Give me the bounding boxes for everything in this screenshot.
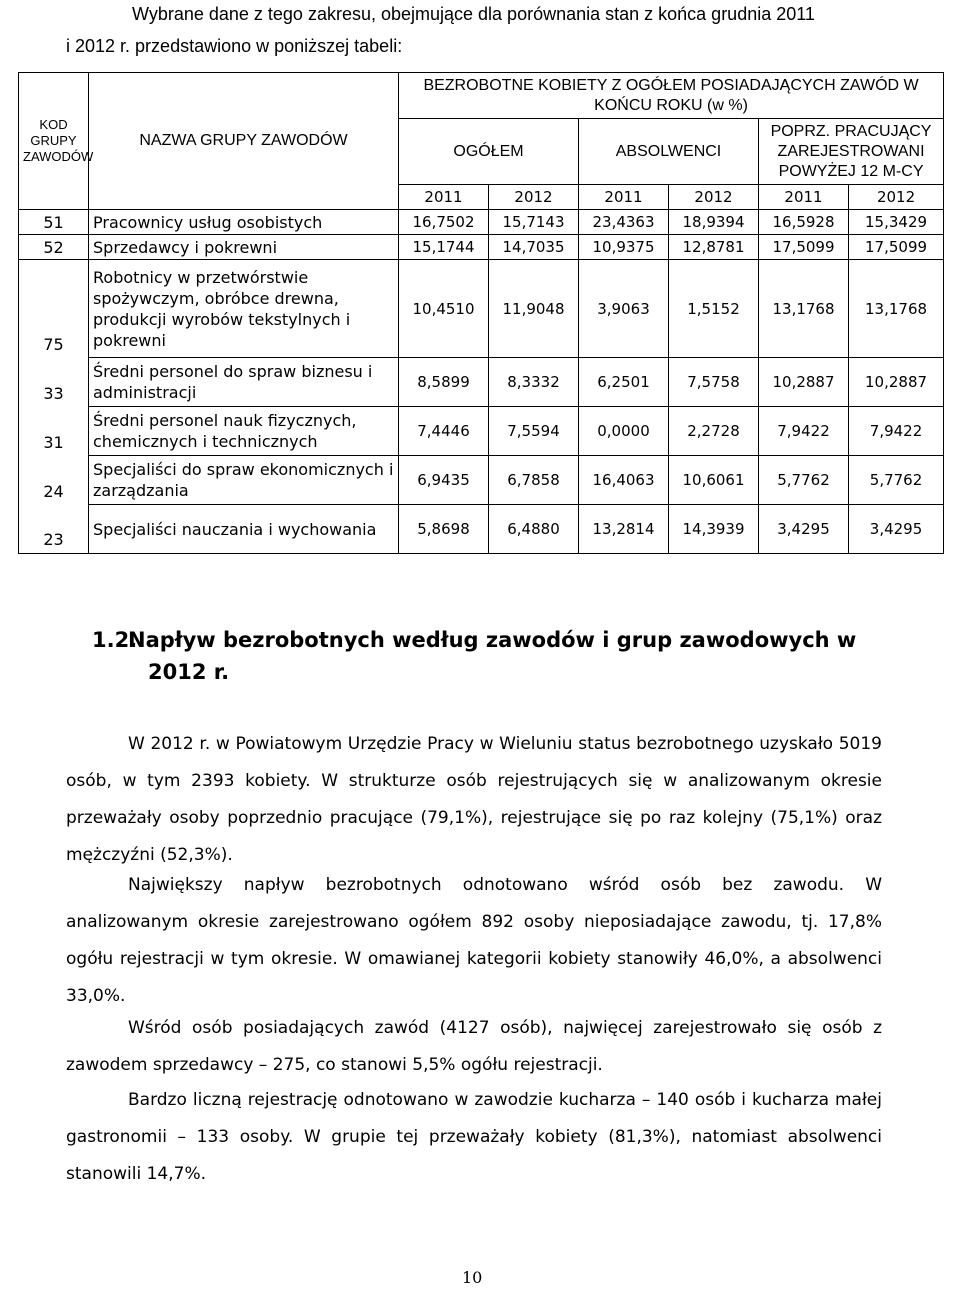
- intro-line-2: i 2012 r. przedstawiono w poniższej tabeli:: [66, 36, 403, 56]
- row-value: 7,9422: [849, 407, 944, 456]
- paragraph-text: Wśród osób posiadających zawód (4127 osób), najwięcej zarejestrowało się osób z zawodem sprzedawcy – 275, co stanowi 5,5% ogółu rejestracji.: [66, 1018, 882, 1075]
- row-value: 17,5099: [759, 235, 849, 260]
- row-name: Średni personel do spraw biznesu i administracji: [89, 358, 399, 407]
- row-name: Średni personel nauk fizycznych, chemicznych i technicznych: [89, 407, 399, 456]
- paragraph-text: Bardzo liczną rejestrację odnotowano w zawodzie kucharza – 140 osób i kucharza małej gastronomii – 133 osoby. W grupie tej przeważały kobiety (81,3%), natomiast absolwenci stanowili 14,7%.: [66, 1090, 882, 1184]
- paragraph-text: W 2012 r. w Powiatowym Urzędzie Pracy w Wieluniu status bezrobotnego uzyskało 5019 osób, w tym 2393 kobiety. W strukturze osób rejestrujących się w analizowanym okresie przeważały osoby poprzednio pracujące (79,1%), rejestrujące się po raz kolejny (75,1%) oraz mężczyźni (52,3%).: [66, 734, 882, 865]
- row-name: Pracownicy usług osobistych: [89, 210, 399, 235]
- year-header: 2011: [579, 185, 669, 210]
- table-row: [19, 505, 944, 554]
- table-row: [19, 456, 944, 505]
- paragraph-text: Największy napływ bezrobotnych odnotowano wśród osób bez zawodu. W analizowanym okresie zarejestrowano ogółem 892 osoby nieposiadające zawodu, tj. 17,8% ogółu rejestracji w tym okresie. W omawianej kategorii kobiety stanowiły 46,0%, a absolwenci 33,0%.: [66, 875, 882, 1006]
- row-value: 15,7143: [489, 210, 579, 235]
- row-value: 8,5899: [399, 358, 489, 407]
- row-value: 6,7858: [489, 456, 579, 505]
- row-value: 14,3939: [669, 505, 759, 554]
- row-value: 11,9048: [489, 260, 579, 358]
- table-row: [19, 210, 944, 235]
- row-value: 16,5928: [759, 210, 849, 235]
- unemployed-women-table: [18, 72, 944, 554]
- row-code: 31: [19, 407, 89, 456]
- row-code: 33: [19, 358, 89, 407]
- year-header: 2012: [849, 185, 944, 210]
- section-title: Napływ bezrobotnych według zawodów i grup zawodowych w 2012 r.: [128, 628, 857, 684]
- row-value: 13,1768: [759, 260, 849, 358]
- row-value: 7,5594: [489, 407, 579, 456]
- header-code: KOD GRUPY ZAWODÓW: [19, 73, 89, 210]
- row-value: 15,3429: [849, 210, 944, 235]
- paragraph: [66, 1010, 882, 1084]
- row-value: 3,4295: [849, 505, 944, 554]
- row-code: 52: [19, 235, 89, 260]
- row-value: 16,7502: [399, 210, 489, 235]
- intro-line-1: Wybrane dane z tego zakresu, obejmujące dla porównania stan z końca grudnia 2011: [132, 4, 815, 24]
- row-value: 10,6061: [669, 456, 759, 505]
- paragraph: [66, 1082, 882, 1193]
- header-previously-employed: POPRZ. PRACUJĄCY ZAREJESTROWANI POWYŻEJ 12 M-CY: [759, 119, 944, 185]
- row-value: 1,5152: [669, 260, 759, 358]
- row-value: 17,5099: [849, 235, 944, 260]
- header-group: BEZROBOTNE KOBIETY Z OGÓŁEM POSIADAJĄCYCH ZAWÓD W KOŃCU ROKU (w %): [399, 73, 944, 119]
- row-value: 7,4446: [399, 407, 489, 456]
- year-header: 2012: [669, 185, 759, 210]
- row-value: 10,2887: [849, 358, 944, 407]
- row-value: 10,2887: [759, 358, 849, 407]
- row-value: 18,9394: [669, 210, 759, 235]
- table-row: [19, 358, 944, 407]
- table-row: [19, 407, 944, 456]
- row-value: 0,0000: [579, 407, 669, 456]
- row-value: 6,4880: [489, 505, 579, 554]
- row-value: 13,2814: [579, 505, 669, 554]
- row-value: 5,7762: [759, 456, 849, 505]
- header-graduates: ABSOLWENCI: [579, 119, 759, 185]
- row-code: 75: [19, 260, 89, 358]
- year-header: 2011: [399, 185, 489, 210]
- row-value: 7,5758: [669, 358, 759, 407]
- row-value: 23,4363: [579, 210, 669, 235]
- row-value: 5,8698: [399, 505, 489, 554]
- section-heading: [92, 624, 888, 688]
- table-row: [19, 235, 944, 260]
- row-value: 8,3332: [489, 358, 579, 407]
- row-name: Sprzedawcy i pokrewni: [89, 235, 399, 260]
- row-value: 10,9375: [579, 235, 669, 260]
- table-row: [19, 260, 944, 358]
- row-value: 10,4510: [399, 260, 489, 358]
- row-code: 23: [19, 505, 89, 554]
- row-name: Specjaliści nauczania i wychowania: [89, 505, 399, 554]
- header-total: OGÓŁEM: [399, 119, 579, 185]
- paragraph: [66, 867, 882, 1015]
- row-name: Specjaliści do spraw ekonomicznych i zarządzania: [89, 456, 399, 505]
- header-name: NAZWA GRUPY ZAWODÓW: [89, 73, 399, 210]
- row-value: 12,8781: [669, 235, 759, 260]
- row-value: 13,1768: [849, 260, 944, 358]
- row-value: 15,1744: [399, 235, 489, 260]
- paragraph: [66, 726, 882, 874]
- year-header: 2011: [759, 185, 849, 210]
- row-value: 3,4295: [759, 505, 849, 554]
- row-value: 5,7762: [849, 456, 944, 505]
- row-code: 24: [19, 456, 89, 505]
- row-value: 3,9063: [579, 260, 669, 358]
- year-header: 2012: [489, 185, 579, 210]
- row-code: 51: [19, 210, 89, 235]
- row-value: 7,9422: [759, 407, 849, 456]
- row-value: 2,2728: [669, 407, 759, 456]
- row-value: 14,7035: [489, 235, 579, 260]
- row-name: Robotnicy w przetwórstwie spożywczym, obróbce drewna, produkcji wyrobów tekstylnych i pokrewni: [89, 260, 399, 358]
- row-value: 6,9435: [399, 456, 489, 505]
- section-number: 1.2.: [92, 628, 138, 652]
- row-value: 16,4063: [579, 456, 669, 505]
- page-number: 10: [462, 1268, 483, 1287]
- row-value: 6,2501: [579, 358, 669, 407]
